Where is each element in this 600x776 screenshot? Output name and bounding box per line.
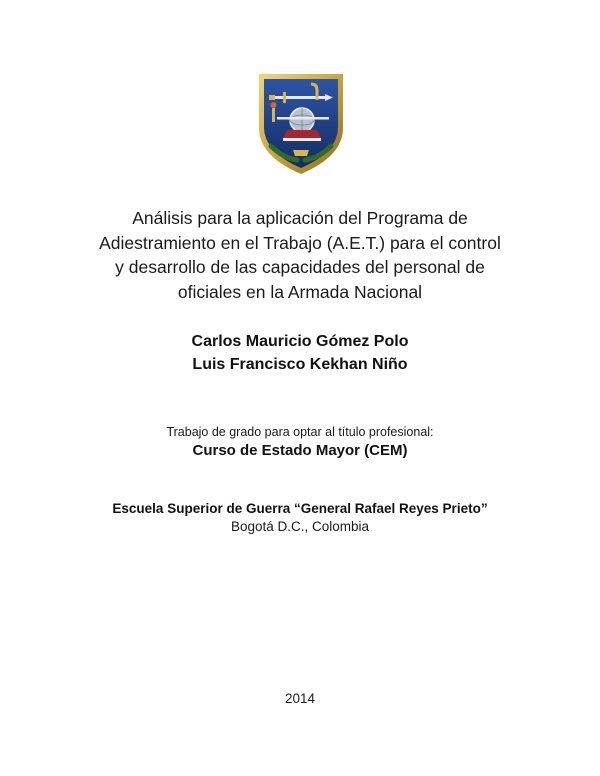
title-line: oficiales en la Armada Nacional — [177, 281, 423, 302]
title-line: y desarrollo de las capacidades del personal de — [115, 257, 485, 277]
institution-name: Escuela Superior de Guerra “General Rafael Reyes Prieto” — [112, 501, 488, 516]
authors-block — [60, 330, 540, 376]
institution-location: Bogotá D.C., Colombia — [230, 519, 370, 534]
author-name: Luis Francisco Kekhan Niño — [192, 356, 408, 373]
author-name: Carlos Mauricio Gómez Polo — [191, 333, 409, 350]
title-line: Análisis para la aplicación del Programa de — [132, 208, 468, 228]
degree-label: Trabajo de grado para optar al título profesional: — [166, 425, 434, 439]
degree-name: Curso de Estado Mayor (CEM) — [192, 442, 408, 459]
title-line: Adiestramiento en el Trabajo (A.E.T.) para el control — [99, 232, 501, 253]
thesis-title — [60, 206, 540, 304]
institution-emblem — [253, 70, 349, 176]
publication-year: 2014 — [284, 691, 316, 706]
shield-emblem-icon — [253, 70, 349, 176]
